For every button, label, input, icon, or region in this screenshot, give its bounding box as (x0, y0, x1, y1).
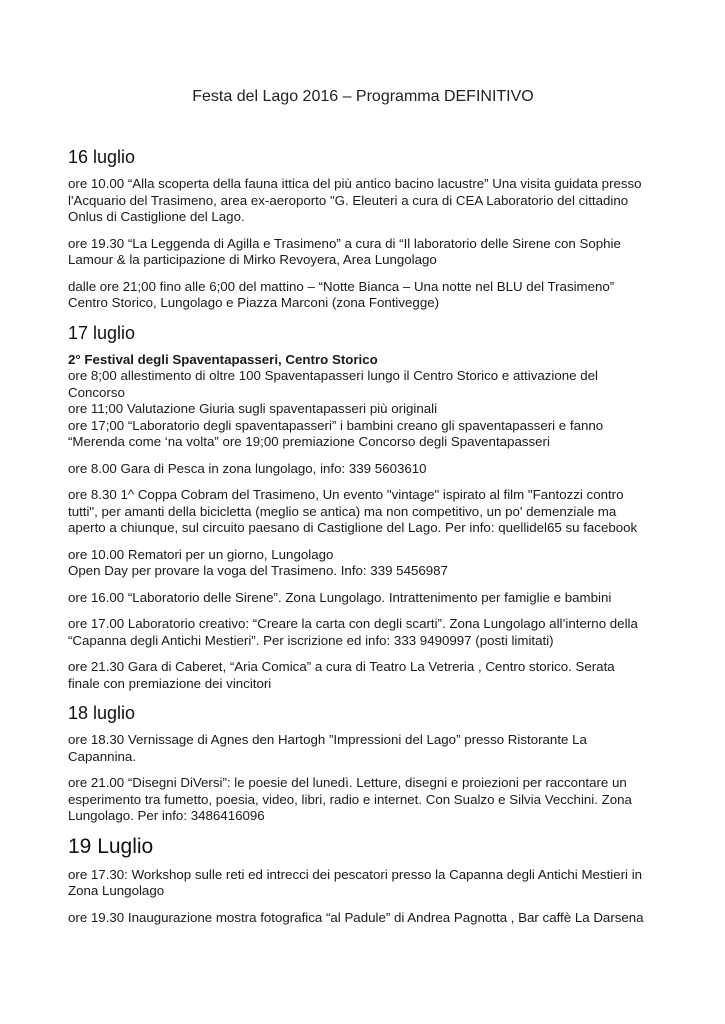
event-paragraph (68, 461, 658, 478)
event-paragraph (68, 547, 658, 580)
text-line: ore 11;00 Valutazione Giuria sugli spaventapasseri più originali (68, 401, 438, 416)
text-line: ore 19.30 “La Leggenda di Agilla e Trasimeno” a cura di “Il laboratorio delle Sirene con Sophie (68, 235, 621, 251)
text-line: ore 19.30 Inaugurazione mostra fotografica “al Padule” di Andrea Pagnotta , Bar caffè La Darsena (68, 909, 644, 925)
section-heading: 18 luglio (68, 703, 136, 723)
event-paragraph (68, 176, 658, 226)
text-line: esperimento tra fumetto, poesia, video, libri, radio e internet. Con Sualzo e Silvia Vecchini. Zona (68, 791, 632, 807)
text-line: ore 21.00 “Disegni DiVersi”: le poesie del lunedì. Letture, disegni e proiezioni per raccontare un (68, 775, 627, 790)
text-line: l'Acquario del Trasimeno, area ex-aeroporto "G. Eleuteri a cura di CEA Laboratorio del cittadino (68, 192, 629, 208)
text-line: Open Day per provare la voga del Trasimeno. Info: 339 5456987 (68, 563, 448, 578)
section-16-luglio (68, 146, 658, 312)
text-line: Lamour & la participazione di Mirko Revoyera, Area Lungolago (68, 252, 437, 267)
section-19-luglio (68, 835, 658, 927)
section-heading: 16 luglio (68, 147, 136, 167)
text-line: Concorso (68, 384, 125, 400)
event-paragraph (68, 487, 658, 537)
text-line: ore 10.00 Rematori per un giorno, Lungolago (68, 546, 334, 562)
event-paragraph (68, 590, 658, 607)
text-line: Centro Storico, Lungolago e Piazza Marconi (zona Fontivegge) (68, 295, 440, 310)
event-paragraph (68, 910, 658, 927)
event-paragraph (68, 867, 658, 900)
event-paragraph (68, 279, 658, 312)
event-paragraph (68, 659, 658, 692)
text-line: ore 8.00 Gara di Pesca in zona lungolago, info: 339 5603610 (68, 460, 427, 476)
document-content (68, 146, 658, 936)
section-17-luglio (68, 322, 658, 693)
text-line: “Capanna degli Antichi Mestieri”. Per iscrizione ed info: 333 9490997 (posti limitati) (68, 632, 554, 648)
text-line: ore 16.00 “Laboratorio delle Sirene”. Zona Lungolago. Intrattenimento per famiglie e bambini (68, 589, 612, 605)
text-line: ore 17.00 Laboratorio creativo: “Creare la carta con degli scarti”. Zona Lungolago all’interno della (68, 616, 638, 631)
text-line: Onlus di Castiglione del Lago. (68, 209, 245, 224)
text-line: ore 18.30 Vernissage di Agnes den Hartogh ”Impressioni del Lago” presso Ristorante La (68, 732, 587, 747)
text-line: finale con premiazione dei vincitori (68, 675, 272, 691)
text-line: ore 21.30 Gara di Caberet, “Aria Comica” a cura di Teatro La Vetreria , Centro storico. Serata (68, 659, 615, 674)
text-line: Capannina. (68, 748, 137, 764)
text-line: ore 17;00 “Laboratorio degli spaventapasseri” i bambini creano gli spaventapasseri e fanno (68, 417, 604, 433)
text-line: ore 17.30: Workshop sulle reti ed intrecci dei pescatori presso la Capanna degli Antichi Mestieri in (68, 866, 643, 882)
festival-paragraph (68, 352, 658, 451)
text-line: ore 8;00 allestimento di oltre 100 Spaventapasseri lungo il Centro Storico e attivazione del (68, 368, 598, 383)
text-line: tutti", per amanti della bicicletta (meglio se antica) ma non competitivo, un po' demenziale ma (68, 503, 617, 519)
event-paragraph (68, 732, 658, 765)
text-line: dalle ore 21;00 fino alle 6;00 del mattino – “Notte Bianca – Una notte nel BLU del Trasimeno” (68, 278, 615, 294)
document-title: Festa del Lago 2016 – Programma DEFINITIVO (192, 88, 534, 105)
text-line: aperto a chiunque, sul circuito paesano di Castiglione del Lago. Per info: quellidel65 su facebook (68, 520, 638, 535)
text-line: Zona Lungolago (68, 883, 165, 898)
text-line: ore 10.00 “Alla scoperta della fauna ittica del più antico bacino lacustre” Una visita guidata presso (68, 176, 642, 191)
section-heading: 17 luglio (68, 322, 136, 343)
section-heading: 19 Luglio (68, 834, 154, 858)
event-paragraph (68, 616, 658, 649)
event-paragraph (68, 775, 658, 825)
text-line: Lungolago. Per info: 3486416096 (68, 808, 265, 823)
section-18-luglio (68, 702, 658, 825)
event-paragraph (68, 236, 658, 269)
text-line: ore 8.30 1^ Coppa Cobram del Trasimeno, Un evento "vintage" ispirato al film "Fantozzi contro (68, 487, 624, 502)
festival-title: 2° Festival degli Spaventapasseri, Centro Storico (68, 351, 378, 367)
text-line: “Merenda come ‘na volta” ore 19;00 premiazione Concorso degli Spaventapasseri (68, 434, 550, 449)
